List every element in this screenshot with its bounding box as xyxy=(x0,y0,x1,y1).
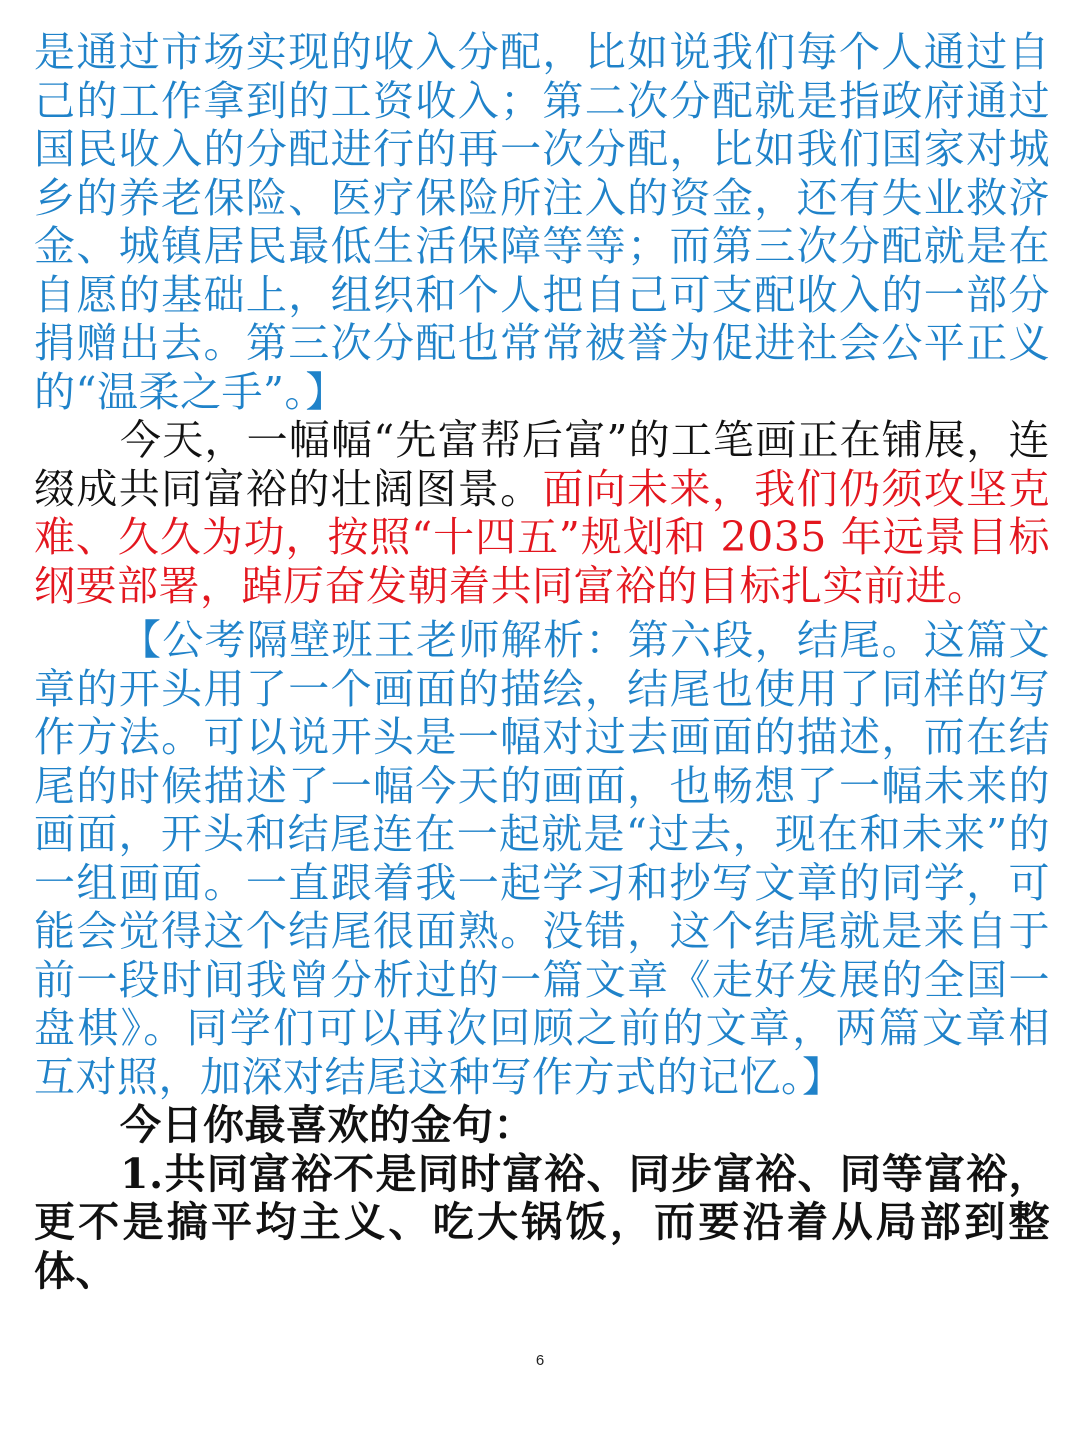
golden-sentence-1 xyxy=(34,1150,1050,1296)
golden-sentence-heading xyxy=(34,1101,1050,1150)
article-paragraph-6 xyxy=(34,416,1050,610)
analysis-paragraph-6 xyxy=(34,616,1050,1101)
analysis-text: 是通过市场实现的收入分配，比如说我们每个人通过自己的工作拿到的工资收入；第二次分配就是指政府通过国民收入的分配进行的再一次分配，比如我们国家对城乡的养老保险、医疗保险所注入的资金，还有失业救济金、城镇居民最低生活保障等等；而第三次分配就是在自愿的基础上，组织和个人把自己可支配收入的一部分捐赠出去。第三次分配也常常被誉为促进社会公平正义的“温柔之手”。】 xyxy=(34,28,1050,416)
highlighted-article-text: 面向未来，我们仍须攻坚克难、久久为功，按照“十四五”规划和 2035 年远景目标纲要部署，踔厉奋发朝着共同富裕的目标扎实前进。 xyxy=(34,464,1051,610)
golden-sentence-text: 1.共同富裕不是同时富裕、同步富裕、同等富裕，更不是搞平均主义、吃大锅饭，而要沿着从局部到整体、 xyxy=(34,1149,1050,1295)
page-number: 6 xyxy=(535,1352,545,1369)
heading-text: 今日你最喜欢的金句： xyxy=(120,1101,535,1149)
analysis-paragraph-continued xyxy=(34,28,1050,416)
analysis-text: 【公考隔壁班王老师解析：第六段，结尾。这篇文章的开头用了一个画面的描绘，结尾也使用了同样的写作方法。可以说开头是一幅对过去画面的描述，而在结尾的时候描述了一幅今天的画面，也畅想了一幅未来的画面，开头和结尾连在一起就是“过去，现在和未来”的一组画面。一直跟着我一起学习和抄写文章的同学，可能会觉得这个结尾很面熟。没错，这个结尾就是来自于前一段时间我曾分析过的一篇文章《走好发展的全国一盘棋》。同学们可以再次回顾之前的文章，两篇文章相互对照，加深对结尾这种写作方式的记忆。】 xyxy=(34,616,1050,1101)
article-text: 今天，一幅幅“先富帮后富”的工笔画正在铺展，连缀成共同富裕的壮阔图景。 xyxy=(34,416,1050,513)
document-page xyxy=(34,28,1050,1295)
